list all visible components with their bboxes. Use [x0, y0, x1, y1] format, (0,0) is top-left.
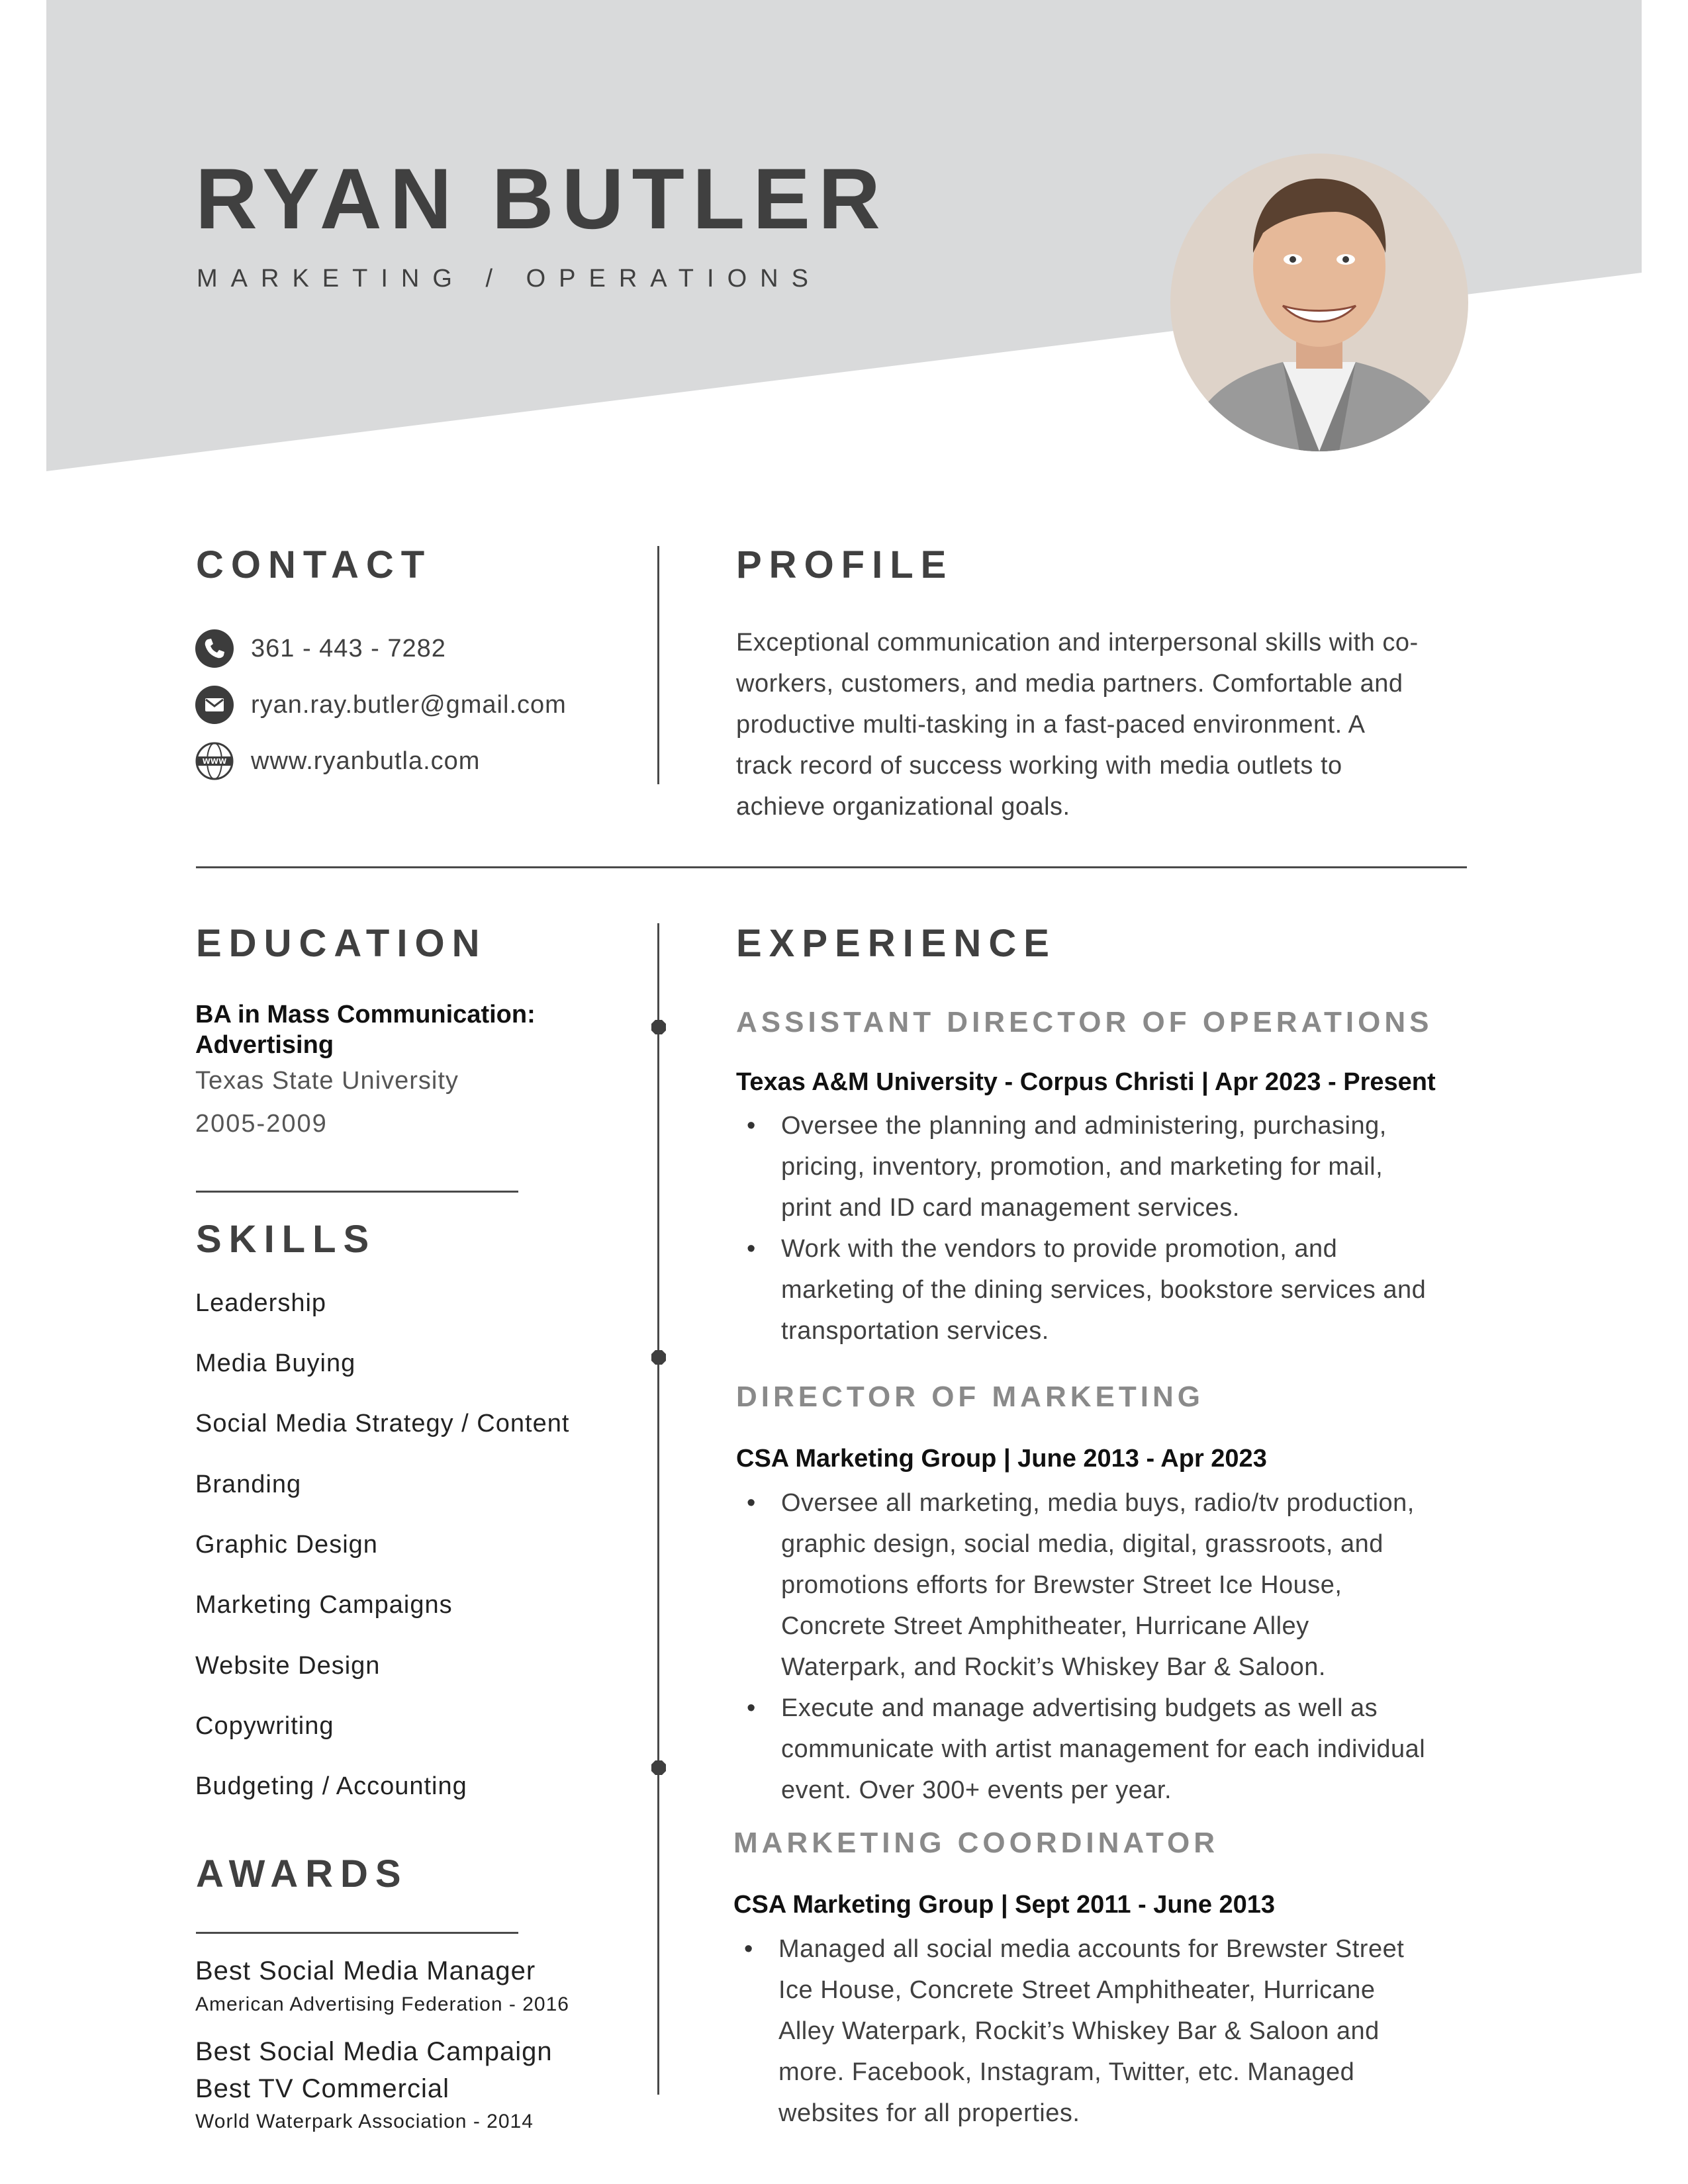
profile-line: workers, customers, and media partners. Comfortable and — [736, 670, 1403, 698]
job-bullet — [736, 1482, 1484, 1688]
contact-profile-divider — [657, 546, 659, 784]
timeline-dot — [651, 1760, 666, 1775]
job-title: DIRECTOR OF MARKETING — [736, 1381, 1204, 1413]
email-icon — [195, 686, 234, 724]
profile-heading: PROFILE — [736, 543, 954, 586]
profile-line: track record of success working with media outlets to — [736, 752, 1342, 780]
award-title: Best Social Media Manager — [195, 1956, 536, 1985]
profile-line: Exceptional communication and interpersonal skills with co- — [736, 629, 1419, 657]
bullet-line: Ice House, Concrete Street Amphitheater, Hurricane — [778, 1976, 1376, 2004]
candidate-subtitle: MARKETING / OPERATIONS — [197, 265, 821, 293]
job-org: CSA Marketing Group | June 2013 - Apr 2023 — [736, 1445, 1267, 1473]
skill-item: Copywriting — [195, 1712, 334, 1740]
contact-email[interactable] — [195, 685, 567, 725]
skill-item: Budgeting / Accounting — [195, 1772, 467, 1800]
skill-item: Social Media Strategy / Content — [195, 1410, 570, 1437]
timeline-dot — [651, 1350, 666, 1365]
contact-heading: CONTACT — [196, 543, 432, 586]
skill-item: Leadership — [195, 1289, 327, 1317]
bullet-line: • Execute and manage advertising budgets as well as — [781, 1694, 1378, 1722]
phone-icon — [195, 629, 234, 668]
job-bullet — [736, 1105, 1484, 1228]
bullet-line: • Work with the vendors to provide promotion, and — [781, 1235, 1338, 1263]
bullet-line: marketing of the dining services, bookstore services and — [781, 1276, 1427, 1304]
job-bullets — [733, 1929, 1481, 2134]
skill-item: Marketing Campaigns — [195, 1591, 453, 1619]
bullet-line: • Oversee the planning and administering, purchasing, — [781, 1112, 1387, 1140]
award-org: American Advertising Federation - 2016 — [195, 1993, 569, 2015]
job-org: CSA Marketing Group | Sept 2011 - June 2013 — [733, 1891, 1276, 1919]
section-divider — [196, 866, 1467, 868]
job-bullet — [733, 1929, 1481, 2134]
skills-heading: SKILLS — [196, 1218, 377, 1261]
job-bullet — [736, 1228, 1484, 1351]
website-text: www.ryanbutla.com — [251, 747, 481, 775]
svg-text:WWW: WWW — [202, 757, 227, 766]
job-bullets — [736, 1105, 1484, 1351]
contact-website[interactable] — [195, 741, 480, 781]
award-title: Best Social Media Campaign — [195, 2037, 553, 2066]
bullet-line: Concrete Street Amphitheater, Hurricane Alley — [781, 1612, 1309, 1640]
bullet-line: more. Facebook, Instagram, Twitter, etc. Managed — [778, 2058, 1355, 2086]
education-divider — [196, 1191, 518, 1193]
bullet-line: • Managed all social media accounts for Brewster Street — [778, 1935, 1405, 1963]
bullet-line: promotions efforts for Brewster Street Ice House, — [781, 1571, 1342, 1599]
bullet-line: transportation services. — [781, 1317, 1049, 1345]
award-org: World Waterpark Association - 2014 — [195, 2111, 534, 2132]
contact-phone[interactable] — [195, 629, 446, 668]
profile-text — [736, 622, 1511, 827]
job-org: Texas A&M University - Corpus Christi | Apr 2023 - Present — [736, 1068, 1436, 1096]
phone-text: 361 - 443 - 7282 — [251, 634, 446, 662]
profile-photo — [1170, 154, 1468, 451]
skill-item: Branding — [195, 1471, 302, 1498]
education-degree: BA in Mass Communication: Advertising — [195, 1001, 536, 1059]
education-school: Texas State University — [195, 1067, 459, 1095]
bullet-line: pricing, inventory, promotion, and marketing for mail, — [781, 1153, 1383, 1181]
job-bullet — [736, 1688, 1484, 1811]
bullet-line: Alley Waterpark, Rockit’s Whiskey Bar & Saloon and — [778, 2017, 1380, 2045]
timeline-dot — [651, 1020, 666, 1034]
experience-heading: EXPERIENCE — [736, 922, 1056, 965]
job-title: MARKETING COORDINATOR — [733, 1827, 1219, 1859]
skill-item: Media Buying — [195, 1349, 356, 1377]
awards-heading: AWARDS — [196, 1852, 408, 1895]
job-bullets — [736, 1482, 1484, 1811]
profile-line: productive multi-tasking in a fast-paced environment. A — [736, 711, 1366, 739]
bullet-line: print and ID card management services. — [781, 1194, 1240, 1222]
bullet-line: communicate with artist management for each individual — [781, 1735, 1426, 1763]
candidate-name: RYAN BUTLER — [195, 150, 888, 247]
skill-item: Website Design — [195, 1652, 381, 1680]
award-title: Best TV Commercial — [195, 2074, 450, 2103]
bullet-line: event. Over 300+ events per year. — [781, 1776, 1172, 1804]
profile-line: achieve organizational goals. — [736, 793, 1070, 821]
timeline-line — [657, 923, 659, 2095]
bullet-line: Waterpark, and Rockit’s Whiskey Bar & Saloon. — [781, 1653, 1326, 1681]
email-text: ryan.ray.butler@gmail.com — [251, 690, 567, 719]
bullet-line: websites for all properties. — [778, 2099, 1080, 2127]
bullet-line: • Oversee all marketing, media buys, radio/tv production, — [781, 1489, 1415, 1517]
education-heading: EDUCATION — [196, 922, 487, 965]
job-title: ASSISTANT DIRECTOR OF OPERATIONS — [736, 1006, 1433, 1038]
education-years: 2005-2009 — [195, 1110, 328, 1138]
www-icon — [195, 742, 234, 780]
bullet-line: graphic design, social media, digital, grassroots, and — [781, 1530, 1383, 1558]
skill-item: Graphic Design — [195, 1531, 378, 1559]
awards-divider — [196, 1932, 518, 1934]
